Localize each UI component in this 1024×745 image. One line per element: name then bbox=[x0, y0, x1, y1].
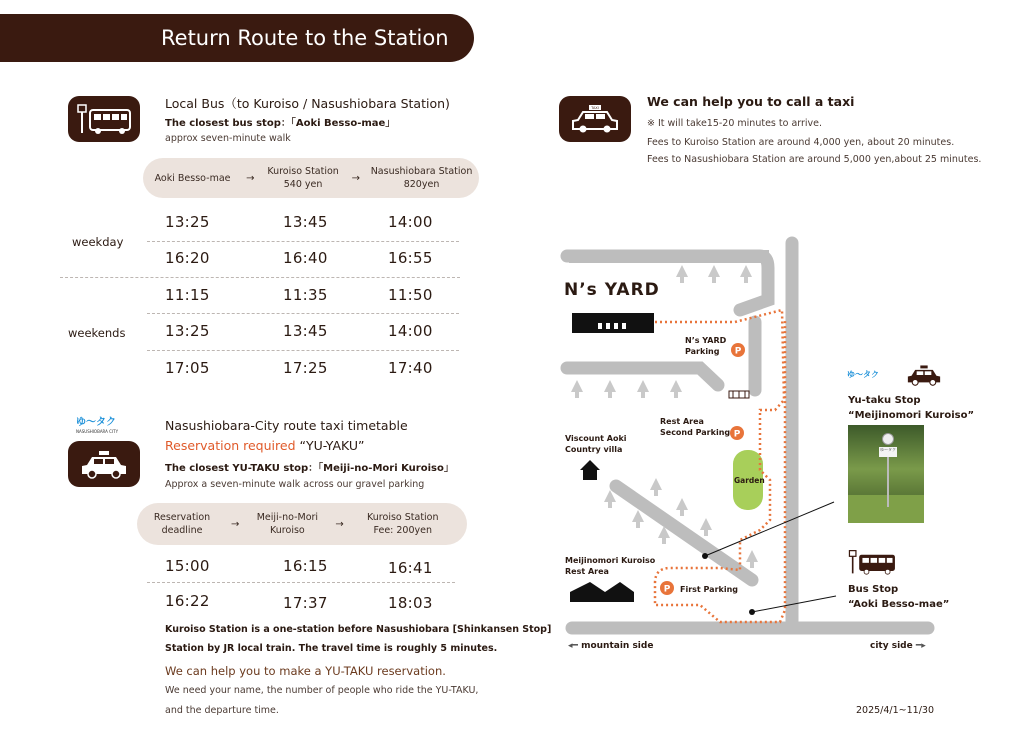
weekends-label: weekends bbox=[68, 326, 126, 340]
yutaku-cell: 16:22 bbox=[165, 592, 210, 610]
arrow-left-icon: ◂━ bbox=[568, 641, 582, 651]
yutaku-cell: 18:03 bbox=[388, 594, 433, 612]
rest-area-building bbox=[570, 582, 634, 602]
nsyard-parking-label: N’s YARD Parking bbox=[685, 336, 727, 356]
timetable-cell: 17:40 bbox=[388, 359, 433, 377]
timetable-cell: 16:55 bbox=[388, 249, 433, 267]
taxi-icon-box bbox=[68, 441, 140, 487]
arrow-icon: → bbox=[231, 518, 240, 530]
rest-area-label: Meijinomori Kuroiso Rest Area bbox=[565, 556, 656, 576]
bus-stop-label: Bus Stop “Aoki Besso-mae” bbox=[848, 584, 950, 610]
row-divider bbox=[147, 313, 459, 314]
yutaku-stop-photo bbox=[848, 425, 924, 523]
bus-icon-box bbox=[68, 96, 140, 142]
timetable-cell: 17:05 bbox=[165, 359, 210, 377]
yutaku-logo bbox=[76, 417, 132, 437]
timetable-cell: 13:25 bbox=[165, 322, 210, 340]
parking-letter: P bbox=[734, 346, 742, 357]
reservation-required: Reservation required bbox=[165, 438, 296, 453]
col-kuroiso-b: Fee: 200yen bbox=[373, 525, 433, 536]
nsyard-title: N’s YARD bbox=[564, 280, 660, 300]
photo-ground bbox=[848, 495, 924, 523]
taxi-line-3: Fees to Nasushiobara Station are around 5,000 yen,about 25 minutes. bbox=[647, 154, 982, 165]
taxi-line-1: ※ It will take15-20 minutes to arrive. bbox=[647, 118, 823, 129]
yutaku-route-header bbox=[137, 503, 467, 545]
route-mid-fee: 540 yen bbox=[283, 179, 323, 190]
date-range: 2025/4/1~11/30 bbox=[856, 705, 935, 716]
yutaku-cell: 16:41 bbox=[388, 559, 433, 577]
yutaku-name: “YU-YAKU” bbox=[295, 438, 365, 453]
timetable-cell: 11:15 bbox=[165, 286, 210, 304]
timetable-cell: 13:45 bbox=[283, 322, 328, 340]
mountain-side-label bbox=[568, 641, 653, 651]
route-to bbox=[364, 165, 479, 191]
timetable-cell: 14:00 bbox=[388, 213, 433, 231]
taxi-line-2: Fees to Kuroiso Station are around 4,000 yen, about 20 minutes. bbox=[647, 137, 955, 148]
page-banner bbox=[0, 14, 474, 62]
row-divider bbox=[147, 582, 455, 583]
timetable-cell: 16:40 bbox=[283, 249, 328, 267]
yutaku-stop-label: Yu-taku Stop “Meijinomori Kuroiso” bbox=[848, 395, 975, 421]
local-bus-title: Local Bus（to Kuroiso / Nasushiobara Station) bbox=[165, 96, 450, 111]
timetable-cell: 13:25 bbox=[165, 213, 210, 231]
first-parking-label: First Parking bbox=[680, 585, 738, 594]
taxi-icon bbox=[80, 449, 128, 479]
note-line-2: Station by JR local train. The travel time is roughly 5 minutes. bbox=[165, 643, 498, 654]
yutaku-logo-sub: NASUSHIOBARA CITY bbox=[76, 429, 119, 434]
col-kuroiso-a: Kuroiso Station bbox=[367, 512, 439, 523]
col-meiji-a: Meiji-no-Mori bbox=[256, 512, 319, 523]
parking-letter: P bbox=[733, 429, 741, 440]
stop-sign-icon bbox=[882, 433, 894, 445]
bridge-icon bbox=[729, 391, 749, 398]
yutaku-cell: 16:15 bbox=[283, 557, 328, 575]
yutaku-logo-text: ゆ〜タク bbox=[76, 417, 116, 428]
banner-title: Return Route to the Station bbox=[161, 26, 449, 50]
timetable-cell: 11:50 bbox=[388, 286, 433, 304]
yutaku-cell: 17:37 bbox=[283, 594, 328, 612]
city-side-text: city side bbox=[870, 641, 913, 651]
route-to-fee: 820yen bbox=[403, 179, 440, 190]
parking-letter: P bbox=[663, 584, 671, 595]
col-deadline bbox=[137, 511, 227, 537]
route-to-name: Nasushiobara Station bbox=[370, 166, 473, 177]
stop-sign-board: ゆ〜タク bbox=[879, 447, 897, 457]
taxi-call-icon-box bbox=[559, 96, 631, 142]
mountain-side-text: mountain side bbox=[581, 641, 654, 651]
taxi-title: We can help you to call a taxi bbox=[647, 94, 855, 109]
col-kuroiso bbox=[348, 511, 458, 537]
note-line-1: Kuroiso Station is a one-station before Nasushiobara [Shinkansen Stop] bbox=[165, 624, 552, 635]
route-mid bbox=[258, 165, 347, 191]
col-deadline-a: Reservation bbox=[153, 512, 211, 523]
stop-sign-pole bbox=[887, 457, 889, 507]
rest-second-label: Rest Area Second Parking bbox=[660, 417, 731, 437]
yutaku-reservation-line bbox=[165, 438, 364, 453]
yutaku-cell: 15:00 bbox=[165, 557, 210, 575]
timetable-cell: 13:45 bbox=[283, 213, 328, 231]
taxi-icon bbox=[571, 104, 619, 134]
col-meiji bbox=[243, 511, 331, 537]
bus-route-header bbox=[143, 158, 479, 198]
nsyard-building bbox=[572, 313, 654, 333]
yutaku-walk: Approx a seven-minute walk across our gravel parking bbox=[165, 479, 425, 490]
bus-icon bbox=[74, 101, 134, 137]
help-reservation: We can help you to make a YU-TAKU reservation. bbox=[165, 664, 446, 678]
arrow-icon: → bbox=[351, 172, 361, 184]
garden-label: Garden bbox=[734, 476, 765, 485]
yutaku-stop: The closest YU-TAKU stop：「Meiji-no-Mori Kuroiso」 bbox=[165, 463, 454, 474]
taxi-icon bbox=[904, 364, 944, 386]
local-bus-walk: approx seven-minute walk bbox=[165, 133, 291, 144]
route-from: Aoki Besso-mae bbox=[154, 172, 231, 184]
section-divider bbox=[60, 277, 460, 278]
need-line-1: We need your name, the number of people who ride the YU-TAKU, bbox=[165, 685, 479, 696]
weekday-label: weekday bbox=[72, 235, 124, 249]
need-line-2: and the departure time. bbox=[165, 705, 279, 716]
bus-icon bbox=[847, 549, 899, 575]
arrow-right-icon: ━▸ bbox=[912, 641, 926, 651]
timetable-cell: 11:35 bbox=[283, 286, 328, 304]
villa-label: Viscount Aoki Country villa bbox=[565, 434, 627, 454]
timetable-cell: 16:20 bbox=[165, 249, 210, 267]
villa-icon bbox=[580, 460, 600, 480]
col-deadline-b: deadline bbox=[161, 525, 203, 536]
yutaku-logo-small: ゆ〜タク bbox=[847, 370, 879, 379]
col-meiji-b: Kuroiso bbox=[270, 525, 305, 536]
taxi-sign-text: TAXI bbox=[591, 106, 599, 110]
row-divider bbox=[147, 350, 459, 351]
timetable-cell: 14:00 bbox=[388, 322, 433, 340]
route-mid-name: Kuroiso Station bbox=[267, 166, 339, 177]
row-divider bbox=[147, 241, 459, 242]
arrow-icon: → bbox=[335, 518, 344, 530]
arrow-icon: → bbox=[246, 172, 255, 184]
yutaku-title: Nasushiobara-City route taxi timetable bbox=[165, 418, 408, 433]
local-bus-stop: The closest bus stop：「Aoki Besso-mae」 bbox=[165, 118, 396, 129]
timetable-cell: 17:25 bbox=[283, 359, 328, 377]
city-side-label bbox=[870, 641, 926, 651]
